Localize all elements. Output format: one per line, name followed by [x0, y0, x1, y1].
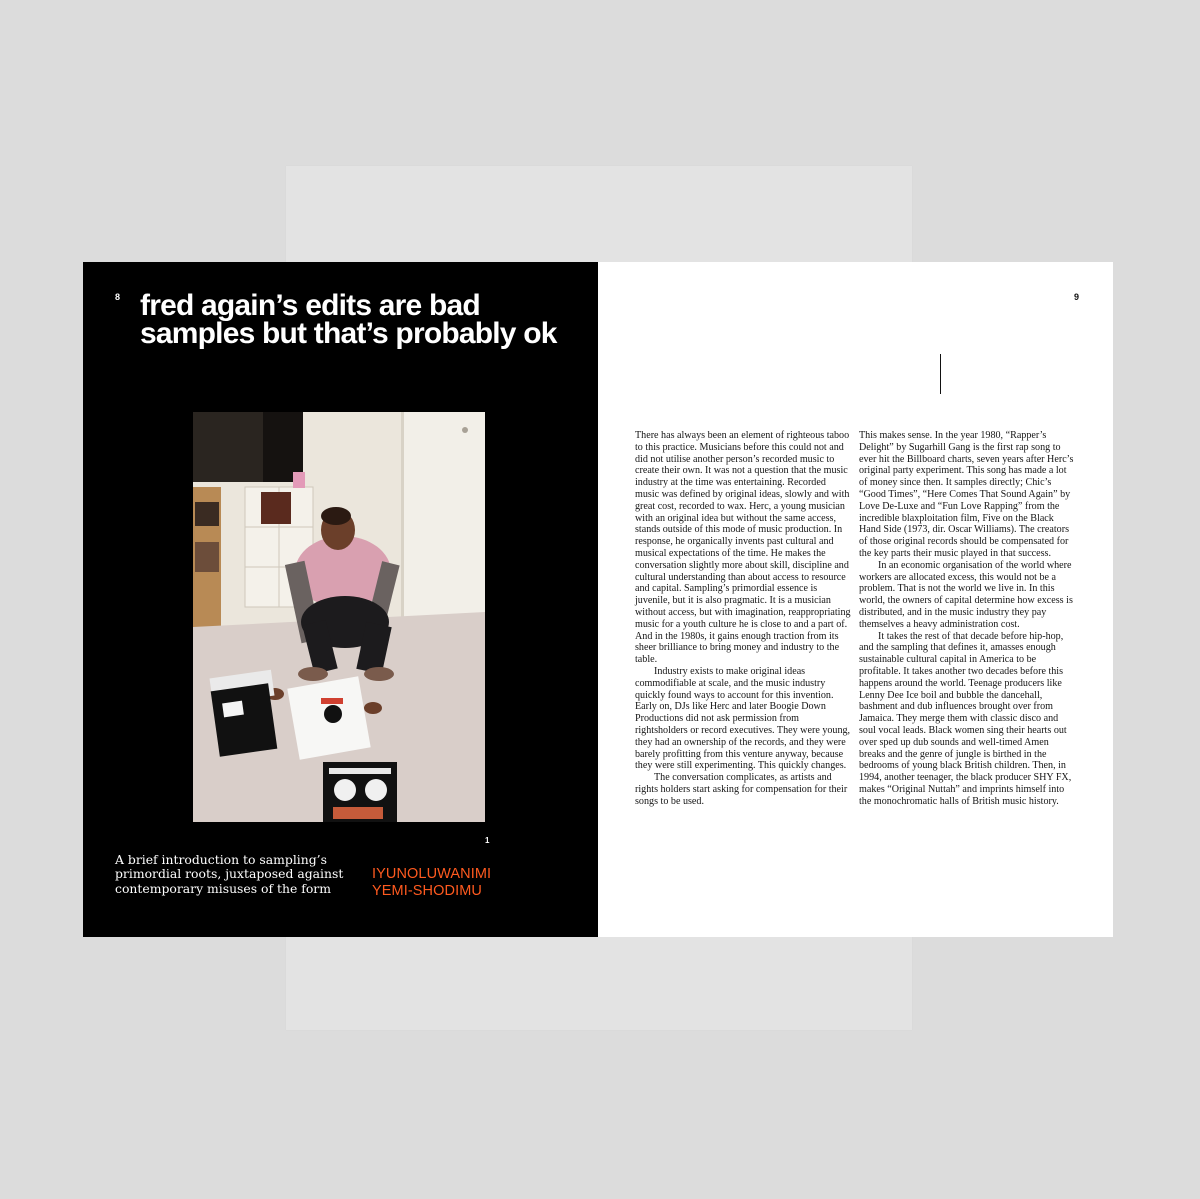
right-page	[598, 262, 1113, 937]
body-paragraph: In an economic organisation of the world where workers are allocated excess, this would not be a problem. That is not the world we live in. In this world, the owners of capital determine how excess is distributed, and in the music industry they pay themselves a heavy administration cost.	[859, 559, 1073, 630]
body-paragraph: This makes sense. In the year 1980, “Rapper’s Delight” by Sugarhill Gang is the first rap song to ever hit the Billboard charts, seven years after Herc’s original party experiment. This song has made a lot of money since then. It samples directly; Chic’s “Good Times”, “Here Comes That Sound Again” by Love De-Luxe and “Fun Love Rapping” from the incredible blaxploitation film, Five on the Black Hand Side (1973, dir. Oscar Williams). The creators of those original records should be compensated for the key parts their music played in that success.	[859, 430, 1074, 559]
text-column-1	[635, 430, 852, 808]
page-number-left: 8	[115, 292, 121, 302]
body-paragraph: The conversation complicates, as artists and rights holders start asking for compensation for their songs to be used.	[635, 772, 848, 807]
vertical-rule	[940, 354, 941, 394]
magazine-spread	[83, 262, 1113, 937]
body-paragraph: Industry exists to make original ideas commodifiable at scale, and the music industry quickly found ways to account for this invention. Early on, DJs like Herc and later Boogie Down Productions did not ask permission from rightsholders or record executives. They were young, they had an ownership of the records, and they were barely profitting from this venture anyway, because they were still experimenting. This quickly changes.	[635, 665, 851, 772]
article-dek: A brief introduction to sampling’s primordial roots, juxtaposed against contemporary misuses of the form	[115, 852, 344, 896]
article-headline: fred again’s edits are bad samples but that’s probably ok	[140, 289, 557, 350]
body-paragraph: It takes the rest of that decade before hip-hop, and the sampling that defines it, amasses enough sustainable cultural capital in America to be profitable. It takes another two decades before this happens around the world. Teenage producers like Lenny Dee Ice boil and bubble the dancehall, bashment and dub influences brought over from Jamaica. They merge them with classic disco and soul vocal leads. Black women sing their hearts out over sped up dub sounds and well-timed Amen breaks and the genre of jungle is birthed in the bedrooms of young black British children. Then, in 1994, another teenager, the black producer SHY FX, makes “Original Nuttah” and imprints himself into the monochromatic halls of British music history.	[859, 630, 1072, 807]
author-last-name: YEMI-SHODIMU	[372, 883, 482, 899]
left-page	[83, 262, 598, 937]
article-photo	[193, 412, 485, 822]
author-byline	[372, 866, 572, 900]
figure-number: 1	[485, 836, 490, 845]
page-number-right: 9	[1074, 292, 1080, 302]
author-first-name: IYUNOLUWANIMI	[372, 866, 492, 882]
body-paragraph: There has always been an element of righteous taboo to this practice. Musicians before this could not and did not utilise another person’s recorded music to create their own. It was not a question that the music industry at the time was entertaining. Recorded music was defined by original ideas, slowly and with great cost, recorded to wax. Herc, a young musician with an original idea but without the same access, stands outside of this mode of music production. In response, he organically invents past cultural and musical expectations of the time. He makes the conversation slightly more about skill, discipline and cultural understanding than about access to resource and capital. Sampling’s primordial essence is juvenile, but it is also pragmatic. It is a musician without access, but with imagination, reappropriating music for a youth culture he is close to and a part of. And in the 1980s, it gains enough traction from its sheer brilliance to bring money and industry to the table.	[635, 430, 851, 666]
text-column-2	[859, 430, 1076, 808]
